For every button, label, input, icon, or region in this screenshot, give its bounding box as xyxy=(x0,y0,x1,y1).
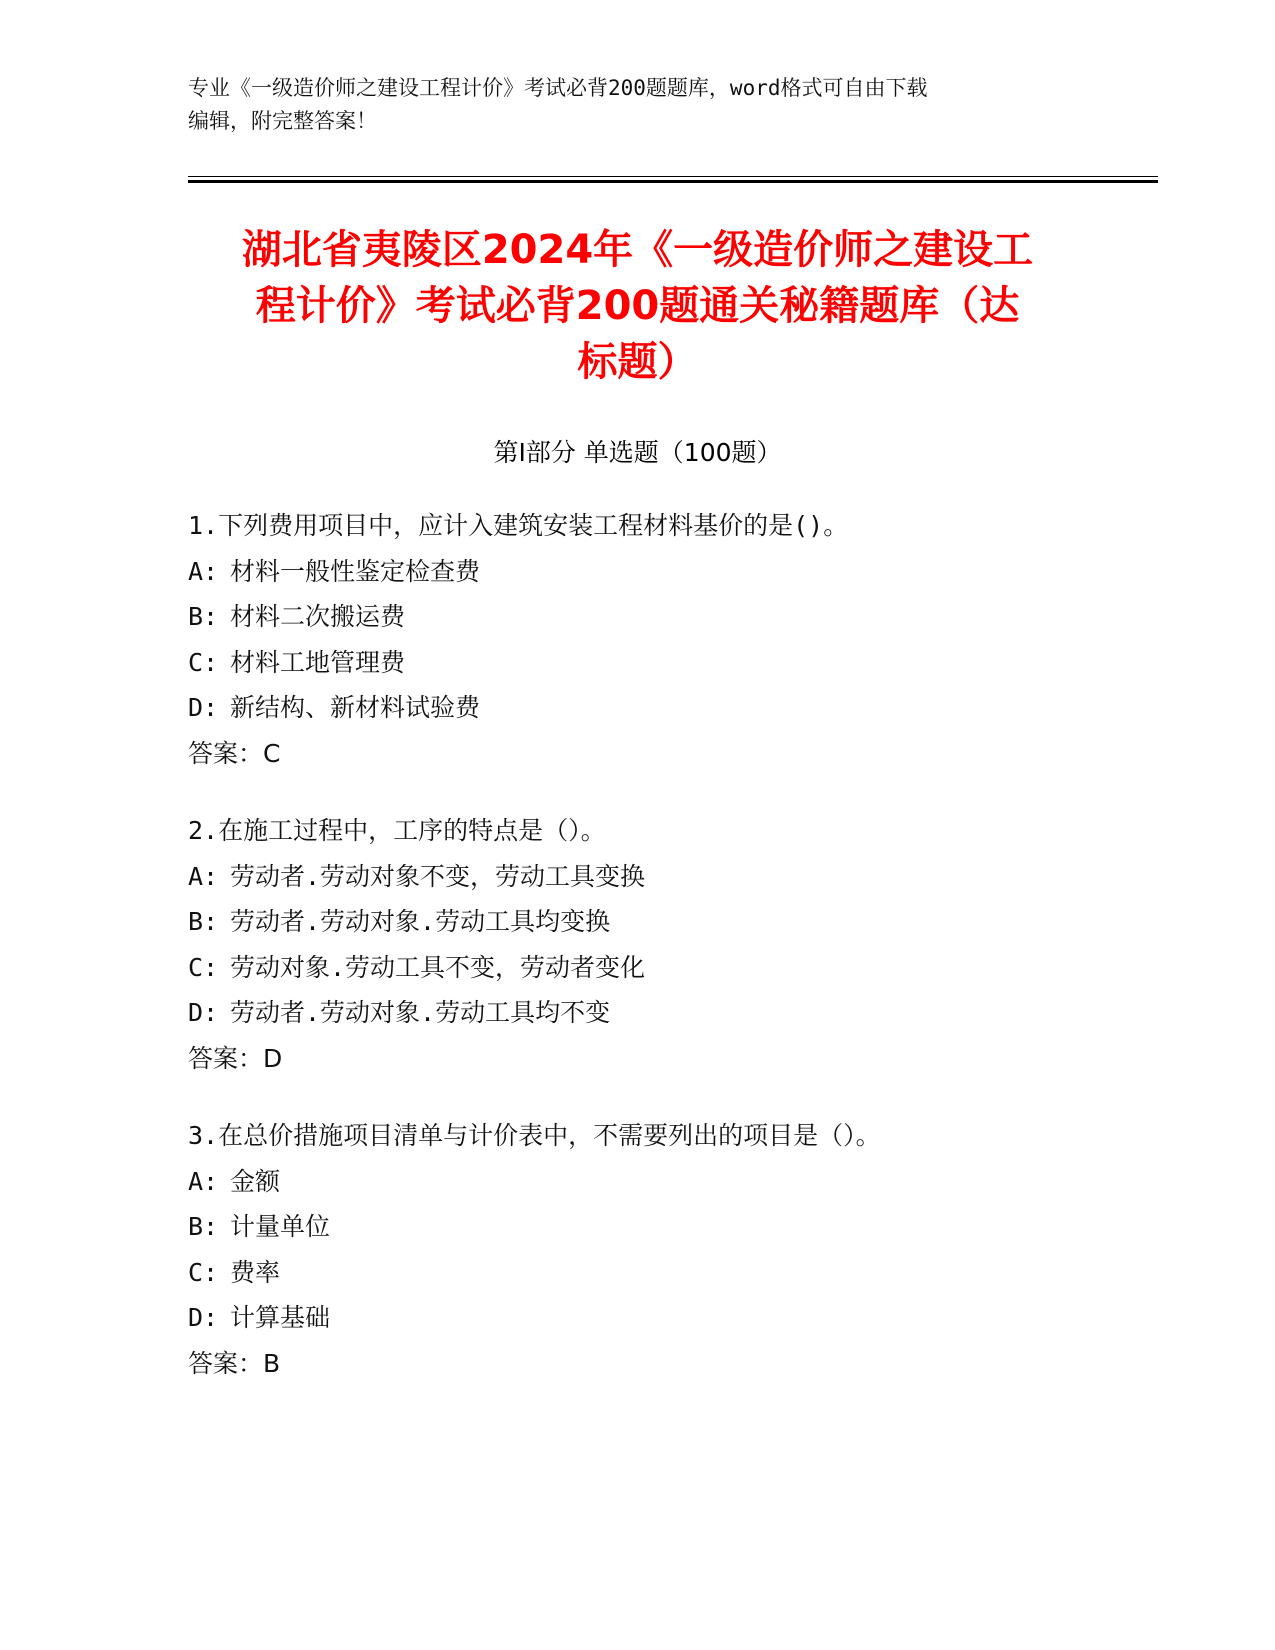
option-d xyxy=(188,1295,1168,1341)
option-a xyxy=(188,854,1168,900)
option-text: 计算基础 xyxy=(230,1303,331,1332)
option-c xyxy=(188,640,1168,686)
question-stem: 3.在总价措施项目清单与计价表中，不需要列出的项目是（）。 xyxy=(188,1121,881,1150)
question-3 xyxy=(188,1113,1168,1386)
section-title: 第Ⅰ部分 单选题（100题） xyxy=(493,438,782,467)
header-note xyxy=(188,72,1088,138)
option-letter: B: xyxy=(188,1212,219,1241)
option-text: 金额 xyxy=(230,1166,281,1196)
option-c xyxy=(188,945,1168,991)
option-text: 材料工地管理费 xyxy=(230,647,406,677)
option-text: 劳动者.劳动对象.劳动工具均不变 xyxy=(230,998,611,1027)
option-letter: A: xyxy=(188,861,219,891)
option-letter: D: xyxy=(188,693,219,722)
option-letter: C: xyxy=(188,647,219,677)
option-letter: A: xyxy=(188,1166,219,1196)
option-a xyxy=(188,1159,1168,1205)
option-text: 材料二次搬运费 xyxy=(230,602,406,631)
option-text: 新结构、新材料试验费 xyxy=(230,693,481,722)
option-d xyxy=(188,685,1168,731)
question-stem: 2.在施工过程中，工序的特点是（）。 xyxy=(188,816,606,845)
question-2 xyxy=(188,808,1168,1081)
option-letter: C: xyxy=(188,1257,219,1287)
option-letter: D: xyxy=(188,998,219,1027)
answer: 答案：C xyxy=(188,738,281,768)
option-d xyxy=(188,990,1168,1036)
option-letter: B: xyxy=(188,907,219,936)
option-letter: B: xyxy=(188,602,219,631)
option-b xyxy=(188,594,1168,640)
header-divider-thick xyxy=(188,180,1158,183)
option-text: 劳动者.劳动对象不变，劳动工具变换 xyxy=(230,861,646,891)
option-letter: D: xyxy=(188,1303,219,1332)
question-stem: 1.下列费用项目中，应计入建筑安装工程材料基价的是()。 xyxy=(188,511,849,540)
document-title-line-3: 标题） xyxy=(577,339,698,385)
option-b xyxy=(188,899,1168,945)
question-1 xyxy=(188,503,1168,776)
option-text: 劳动者.劳动对象.劳动工具均变换 xyxy=(230,907,611,936)
header-divider-thin xyxy=(188,176,1158,177)
option-text: 费率 xyxy=(230,1257,281,1287)
header-note-line-2: 编辑，附完整答案！ xyxy=(188,109,377,133)
option-letter: C: xyxy=(188,952,219,982)
option-a xyxy=(188,549,1168,595)
option-text: 材料一般性鉴定检查费 xyxy=(230,556,481,586)
answer: 答案：D xyxy=(188,1043,283,1073)
document-title-line-2: 程计价》考试必背200题通关秘籍题库（达 xyxy=(255,283,1020,329)
header-note-line-1: 专业《一级造价师之建设工程计价》考试必背200题题库，word格式可自由下载 xyxy=(188,76,928,100)
document-title-line-1: 湖北省夷陵区2024年《一级造价师之建设工 xyxy=(241,227,1034,273)
answer: 答案：B xyxy=(188,1348,281,1378)
option-text: 计量单位 xyxy=(230,1212,331,1241)
document-title xyxy=(170,222,1105,390)
option-text: 劳动对象.劳动工具不变，劳动者变化 xyxy=(230,952,646,982)
option-b xyxy=(188,1204,1168,1250)
option-c xyxy=(188,1250,1168,1296)
option-letter: A: xyxy=(188,556,219,586)
